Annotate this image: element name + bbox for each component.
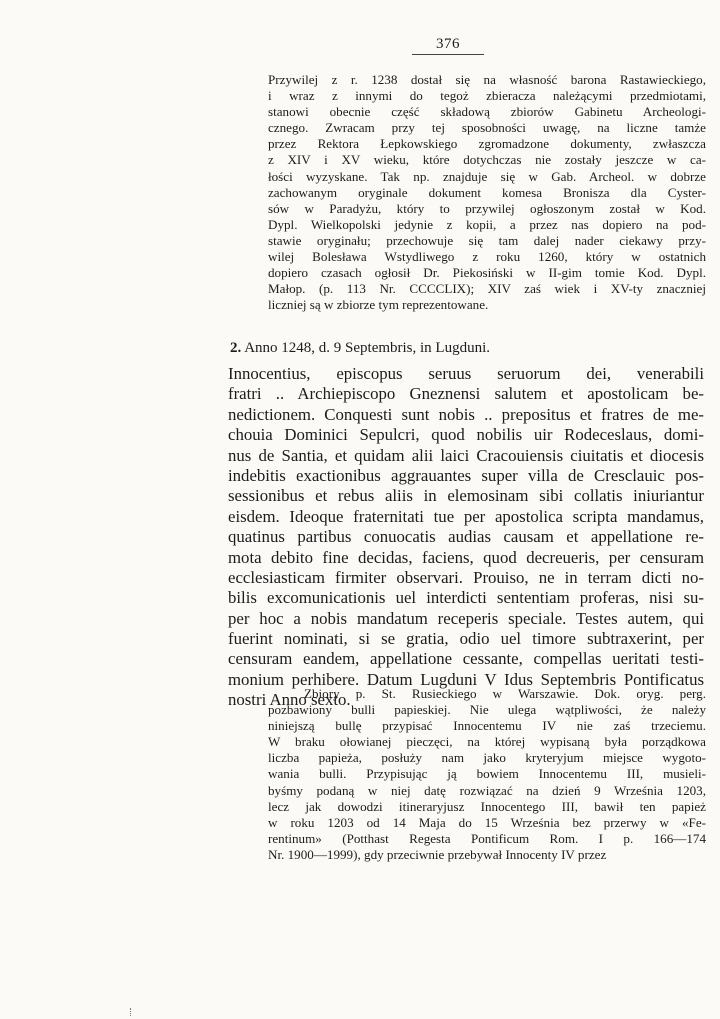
footnote-line: Nr. 1900—1999), gdy przeciwnie przebywał Innocenty IV przez	[268, 846, 607, 862]
footnote-line: przez Rektora Łepkowskiego zgromadzone dokumenty, zwłaszcza	[268, 136, 706, 152]
text-line: per hoc a nobis mandatum receperis speciale. Testes autem, qui	[228, 608, 704, 628]
footnote-line: wania bulli. Przypisując ją bowiem Innocentemu III, musieli-	[268, 766, 706, 782]
footnote-line: wilej Bolesława Wstydliwego z roku 1260, który w ostatnich	[268, 249, 706, 265]
text-line: fratri .. Archiepiscopo Gneznensi salutem et apostolicam be-	[228, 384, 704, 404]
footnote-line: liczba papieża, posłuży nam jako kryteryjum miejsce wygoto-	[268, 750, 706, 766]
text-line: nus de Santia, et quidam alii laici Cracouiensis ciuitatis et diocesis	[228, 445, 704, 465]
text-line: chouia Dominici Sepulcri, quod nobilis uir Rodeceslaus, domi-	[228, 425, 704, 445]
text-line: monium perhibere. Datum Lugduni V Idus Septembris Pontificatus	[228, 669, 704, 689]
footnote-line: z XIV i XV wieku, które dotychczas nie zostały jeszcze w ca-	[268, 152, 706, 168]
footnote-line: stanowi obecnie część składową zbiorów Gabinetu Archeologi-	[268, 104, 706, 120]
heading-number: 2.	[230, 340, 242, 356]
page-number-rule	[412, 54, 484, 55]
text-line: nostri Anno sexto.	[228, 690, 351, 710]
footnote-line: zachowanym oryginale dokument komesa Bronisza dla Cyster-	[268, 184, 706, 200]
text-line: ecclesiasticam firmiter observari. Prouiso, ne in terram dicti no-	[228, 567, 704, 587]
heading-text: Anno 1248, d. 9 Septembris, in Lugduni.	[244, 340, 491, 356]
text-line: fuerint nominati, si se gratia, odio uel timore subtraxerint, per	[228, 629, 704, 649]
footnote-line: liczniej są w zbiorze tym reprezentowane.	[268, 297, 489, 313]
page-number: 376	[436, 36, 460, 52]
footnote-line: Zbiory p. St. Rusieckiego w Warszawie. Dok. oryg. perg.	[304, 686, 706, 701]
footnote-line: lecz jak dowodzi itineraryjusz Innocentego III, bawił ten papież	[268, 798, 706, 814]
footnote-line: niniejszą bullę przypisać Innocentemu IV nie zaś trzeciemu.	[268, 718, 706, 734]
main-text	[228, 364, 704, 711]
footnote-line: stawie oryginału; przechowuje się tam dalej nader ciekawy przy-	[268, 232, 706, 248]
footnote-line: W braku ołowianej pieczęci, na której wypisaną była porządkowa	[268, 734, 706, 750]
text-line: mota debito fine decidas, faciens, quod decreueris, per censuram	[228, 547, 704, 567]
footnote-line: byśmy podaną w niej datę rozwiązać na dzień 9 Września 1203,	[268, 782, 706, 798]
footnote-line: sów w Paradyżu, który to przywilej ogłoszonym został w Kod.	[268, 200, 706, 216]
text-line: indebitis exactionibus aggrauantes super villa de Cresclauic pos-	[228, 465, 704, 485]
footnote-line: rentinum» (Potthast Regesta Pontificum Rom. I p. 166—174	[268, 830, 706, 846]
text-line: nedictionem. Conquesti sunt nobis .. prepositus et fratres de me-	[228, 404, 704, 424]
footnote-top	[268, 72, 706, 313]
footnote-line: cznego. Zwracam przy tej sposobności uwagę, na liczne tamże	[268, 120, 706, 136]
text-line: Innocentius, episcopus seruus seruorum dei, venerabili	[228, 364, 704, 383]
footnote-line: Dypl. Wielkopolski jedynie z kopii, a przez nas dopiero na pod-	[268, 216, 706, 232]
text-line: sessionibus et rebus aliis in elemosinam sibi collatis iniuriantur	[228, 486, 704, 506]
footnote-line: pozbawiony bulli papieskiej. Nie ulega wątpliwości, że należy	[268, 702, 706, 718]
text-line: bilis excomunicationis uel interdicti sententiam proferas, nisi su-	[228, 588, 704, 608]
footnote-line: dopiero czasach ogłosił Dr. Piekosiński w II-gim tomie Kod. Dypl.	[268, 265, 706, 281]
text-line: quatinus partibus conuocatis audias causam et appellatione re-	[228, 527, 704, 547]
text-line: censuram eandem, appellatione cessante, compellas ueritati testi-	[228, 649, 704, 669]
footnote-line: Małop. (p. 113 Nr. CCCCLIX); XIV zaś wiek i XV-ty znaczniej	[268, 281, 706, 297]
footnote-line: Przywilej z r. 1238 dostał się na własność barona Rastawieckiego,	[268, 72, 706, 87]
footnote-line: i wraz z innymi do tegoż zbieracza należącymi przedmiotami,	[268, 88, 706, 104]
text-line: eisdem. Ideoque fraternitati tue per apostolica scripta mandamus,	[228, 506, 704, 526]
footnote-line: w roku 1203 od 14 Maja do 15 Września bez przerwy w «Fe-	[268, 814, 706, 830]
document-heading	[230, 340, 490, 357]
margin-mark	[130, 1008, 133, 1016]
footnote-line: łości wyzyskane. Tak np. znajduje się w Gab. Archeol. w dobrze	[268, 168, 706, 184]
footnote-bottom	[268, 686, 706, 863]
